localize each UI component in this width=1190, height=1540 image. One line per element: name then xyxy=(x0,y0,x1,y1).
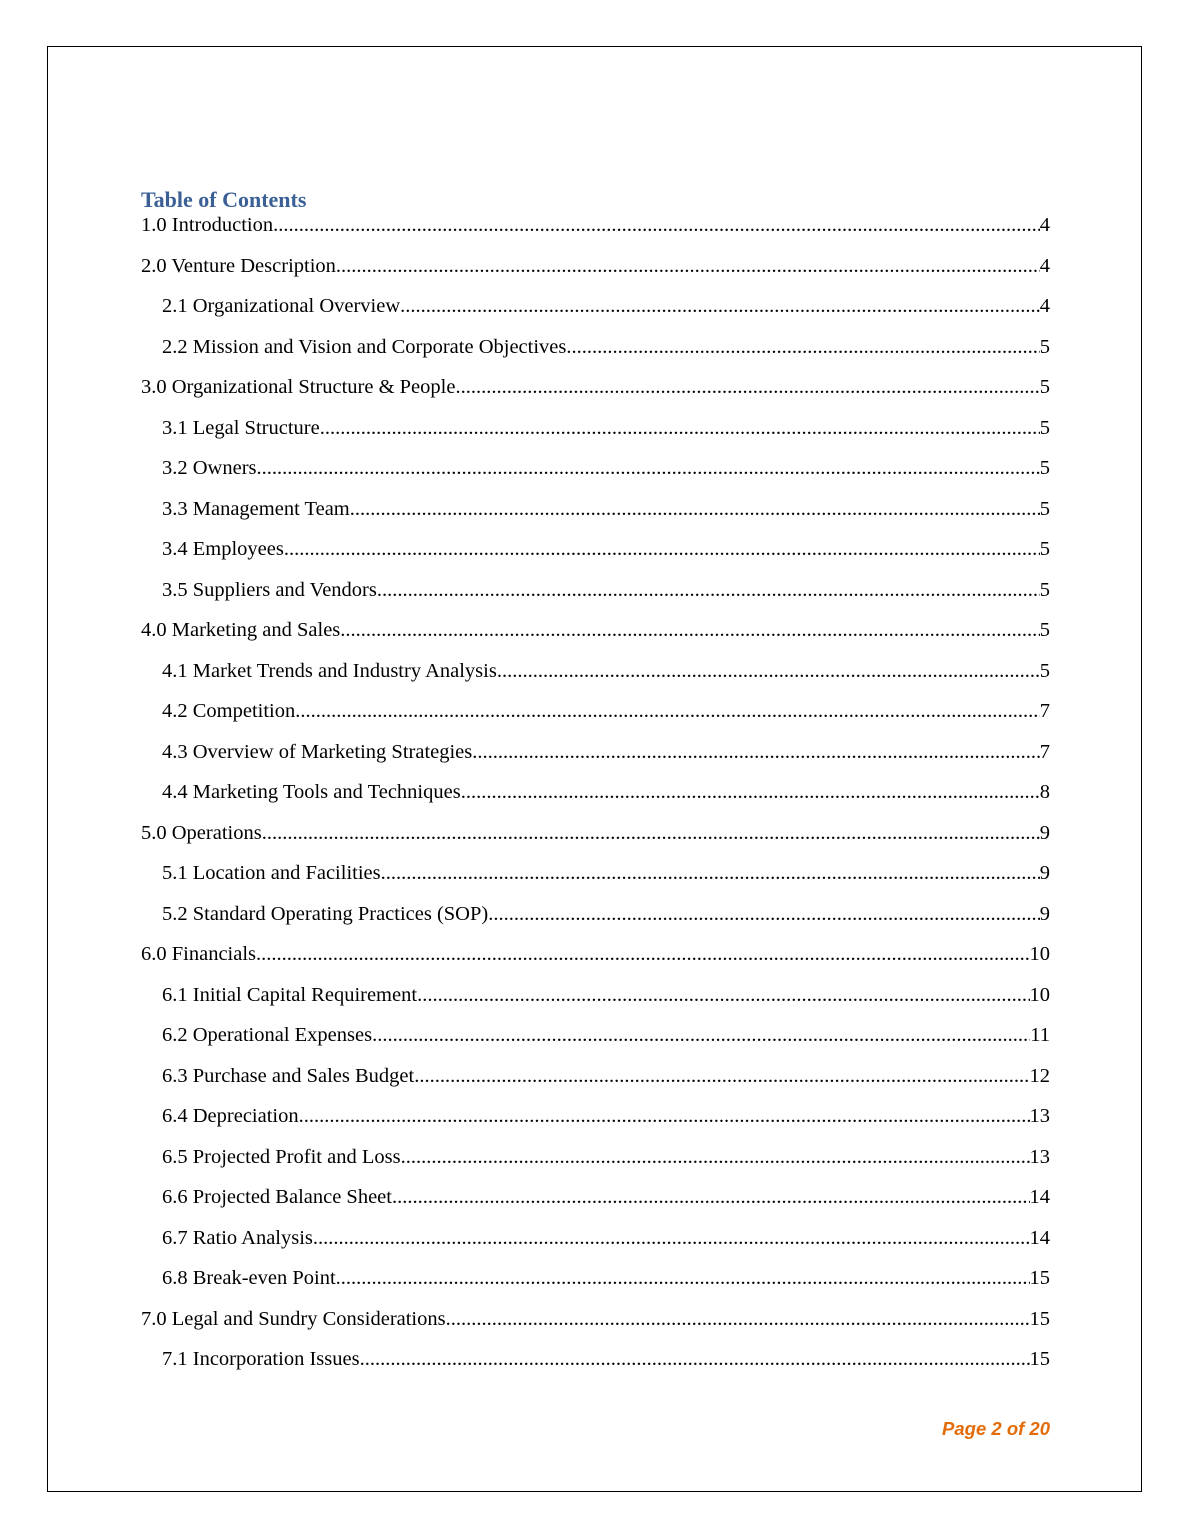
toc-entry-label: 2.2 Mission and Vision and Corporate Objectives xyxy=(162,335,567,358)
toc-entry[interactable] xyxy=(141,455,1050,496)
toc-dot-leader xyxy=(313,1225,1030,1251)
toc-entry-page-number: 5 xyxy=(1039,497,1050,520)
toc-dot-leader xyxy=(372,1022,1030,1048)
toc-entry[interactable] xyxy=(141,779,1050,820)
toc-entry-label: 6.0 Financials xyxy=(141,943,257,965)
toc-entry-page-number: 15 xyxy=(1029,1348,1050,1370)
toc-entry-label: 1.0 Introduction xyxy=(141,214,274,236)
toc-entry[interactable] xyxy=(141,536,1050,577)
toc-entry[interactable] xyxy=(141,293,1050,334)
toc-entry[interactable] xyxy=(141,415,1050,456)
toc-entry[interactable] xyxy=(141,698,1050,739)
toc-entry[interactable] xyxy=(141,1063,1050,1104)
toc-list xyxy=(141,212,1050,1387)
toc-entry[interactable] xyxy=(141,253,1050,294)
toc-entry[interactable] xyxy=(141,901,1050,942)
toc-entry[interactable] xyxy=(141,1346,1050,1387)
toc-entry-label: 3.2 Owners xyxy=(162,457,257,479)
toc-entry-page-number: 5 xyxy=(1039,416,1050,439)
toc-dot-leader xyxy=(461,779,1040,805)
toc-entry-page-number: 7 xyxy=(1039,700,1050,722)
toc-dot-leader xyxy=(336,1265,1030,1291)
toc-entry-page-number: 13 xyxy=(1029,1105,1050,1127)
toc-dot-leader xyxy=(392,1184,1030,1210)
toc-entry[interactable] xyxy=(141,1022,1050,1063)
toc-entry-label: 3.0 Organizational Structure & People xyxy=(141,376,456,398)
toc-entry-page-number: 5 xyxy=(1039,335,1050,358)
toc-dot-leader xyxy=(497,658,1040,684)
toc-dot-leader xyxy=(377,577,1040,603)
toc-entry-page-number: 4 xyxy=(1039,214,1050,236)
toc-dot-leader xyxy=(340,617,1039,643)
toc-entry-page-number: 10 xyxy=(1029,943,1050,965)
toc-entry[interactable] xyxy=(141,739,1050,780)
toc-entry[interactable] xyxy=(141,577,1050,618)
toc-entry-page-number: 7 xyxy=(1039,740,1050,763)
toc-entry-label: 2.0 Venture Description xyxy=(141,254,336,277)
toc-dot-leader xyxy=(472,739,1039,765)
page-number-footer: Page 2 of 20 xyxy=(942,1418,1050,1439)
toc-entry-label: 6.2 Operational Expenses xyxy=(162,1024,373,1046)
toc-entry-page-number: 5 xyxy=(1039,619,1050,641)
toc-entry-page-number: 8 xyxy=(1039,781,1050,803)
toc-entry-label: 6.5 Projected Profit and Loss xyxy=(162,1145,401,1168)
toc-dot-leader xyxy=(417,982,1029,1008)
toc-dot-leader xyxy=(299,1103,1030,1129)
toc-entry-page-number: 14 xyxy=(1029,1186,1050,1208)
toc-dot-leader xyxy=(400,293,1040,319)
toc-entry-label: 3.4 Employees xyxy=(162,538,284,560)
toc-entry-page-number: 12 xyxy=(1029,1064,1050,1087)
toc-dot-leader xyxy=(336,253,1040,279)
toc-entry[interactable] xyxy=(141,1265,1050,1306)
toc-dot-leader xyxy=(360,1346,1030,1372)
toc-dot-leader xyxy=(446,1306,1030,1332)
toc-entry-page-number: 5 xyxy=(1039,578,1050,601)
toc-entry-label: 5.2 Standard Operating Practices (SOP) xyxy=(162,902,489,925)
toc-entry-page-number: 5 xyxy=(1039,538,1050,560)
toc-entry[interactable] xyxy=(141,1306,1050,1347)
toc-dot-leader xyxy=(455,374,1039,400)
toc-dot-leader xyxy=(284,536,1040,562)
toc-entry-label: 5.1 Location and Facilities xyxy=(162,862,381,884)
toc-entry-page-number: 14 xyxy=(1029,1226,1050,1249)
toc-entry-label: 6.6 Projected Balance Sheet xyxy=(162,1186,392,1208)
toc-dot-leader xyxy=(257,455,1040,481)
toc-entry-page-number: 11 xyxy=(1030,1024,1050,1046)
toc-entry-label: 6.4 Depreciation xyxy=(162,1105,299,1127)
toc-entry-label: 5.0 Operations xyxy=(141,821,262,844)
toc-entry[interactable] xyxy=(141,334,1050,375)
toc-entry-page-number: 13 xyxy=(1029,1145,1050,1168)
toc-entry-label: 4.4 Marketing Tools and Techniques xyxy=(162,781,461,803)
toc-entry[interactable] xyxy=(141,941,1050,982)
toc-entry[interactable] xyxy=(141,860,1050,901)
toc-entry[interactable] xyxy=(141,617,1050,658)
toc-entry-page-number: 9 xyxy=(1039,821,1050,844)
toc-entry-page-number: 10 xyxy=(1029,983,1050,1006)
toc-entry-label: 7.1 Incorporation Issues xyxy=(162,1348,360,1370)
toc-entry[interactable] xyxy=(141,1103,1050,1144)
toc-entry-label: 4.3 Overview of Marketing Strategies xyxy=(162,740,473,763)
toc-entry-label: 4.2 Competition xyxy=(162,700,296,722)
toc-entry-page-number: 9 xyxy=(1039,862,1050,884)
toc-entry[interactable] xyxy=(141,1184,1050,1225)
toc-entry-label: 4.0 Marketing and Sales xyxy=(141,619,341,641)
toc-entry-label: 3.3 Management Team xyxy=(162,497,350,520)
toc-entry[interactable] xyxy=(141,982,1050,1023)
toc-entry-page-number: 15 xyxy=(1029,1307,1050,1330)
toc-entry[interactable] xyxy=(141,1225,1050,1266)
toc-dot-leader xyxy=(262,820,1040,846)
toc-dot-leader xyxy=(381,860,1040,886)
toc-entry[interactable] xyxy=(141,820,1050,861)
toc-entry[interactable] xyxy=(141,658,1050,699)
toc-entry[interactable] xyxy=(141,1144,1050,1185)
toc-entry-label: 6.8 Break-even Point xyxy=(162,1267,336,1289)
toc-entry[interactable] xyxy=(141,496,1050,537)
toc-entry[interactable] xyxy=(141,212,1050,253)
toc-entry-page-number: 5 xyxy=(1039,376,1050,398)
toc-entry-label: 4.1 Market Trends and Industry Analysis xyxy=(162,659,497,682)
toc-entry-page-number: 5 xyxy=(1039,659,1050,682)
toc-entry-label: 2.1 Organizational Overview xyxy=(162,295,401,317)
toc-title: Table of Contents xyxy=(141,187,307,212)
toc-entry-page-number: 5 xyxy=(1039,457,1050,479)
toc-entry-page-number: 9 xyxy=(1039,902,1050,925)
toc-dot-leader xyxy=(320,415,1040,441)
toc-entry-page-number: 4 xyxy=(1039,295,1050,317)
toc-entry-page-number: 15 xyxy=(1029,1267,1050,1289)
table-of-contents xyxy=(141,186,1050,1387)
toc-dot-leader xyxy=(414,1063,1029,1089)
toc-entry-label: 3.5 Suppliers and Vendors xyxy=(162,578,377,601)
toc-entry-label: 7.0 Legal and Sundry Considerations xyxy=(141,1307,446,1330)
toc-entry-label: 3.1 Legal Structure xyxy=(162,416,320,439)
toc-entry-label: 6.3 Purchase and Sales Budget xyxy=(162,1064,415,1087)
toc-entry-label: 6.7 Ratio Analysis xyxy=(162,1226,313,1249)
toc-entry[interactable] xyxy=(141,374,1050,415)
toc-dot-leader xyxy=(566,334,1039,360)
toc-dot-leader xyxy=(256,941,1029,967)
toc-entry-label: 6.1 Initial Capital Requirement xyxy=(162,983,418,1006)
toc-dot-leader xyxy=(488,901,1040,927)
toc-entry-page-number: 4 xyxy=(1039,254,1050,277)
toc-dot-leader xyxy=(295,698,1040,724)
toc-dot-leader xyxy=(350,496,1040,522)
toc-dot-leader xyxy=(273,212,1040,238)
toc-dot-leader xyxy=(401,1144,1030,1170)
